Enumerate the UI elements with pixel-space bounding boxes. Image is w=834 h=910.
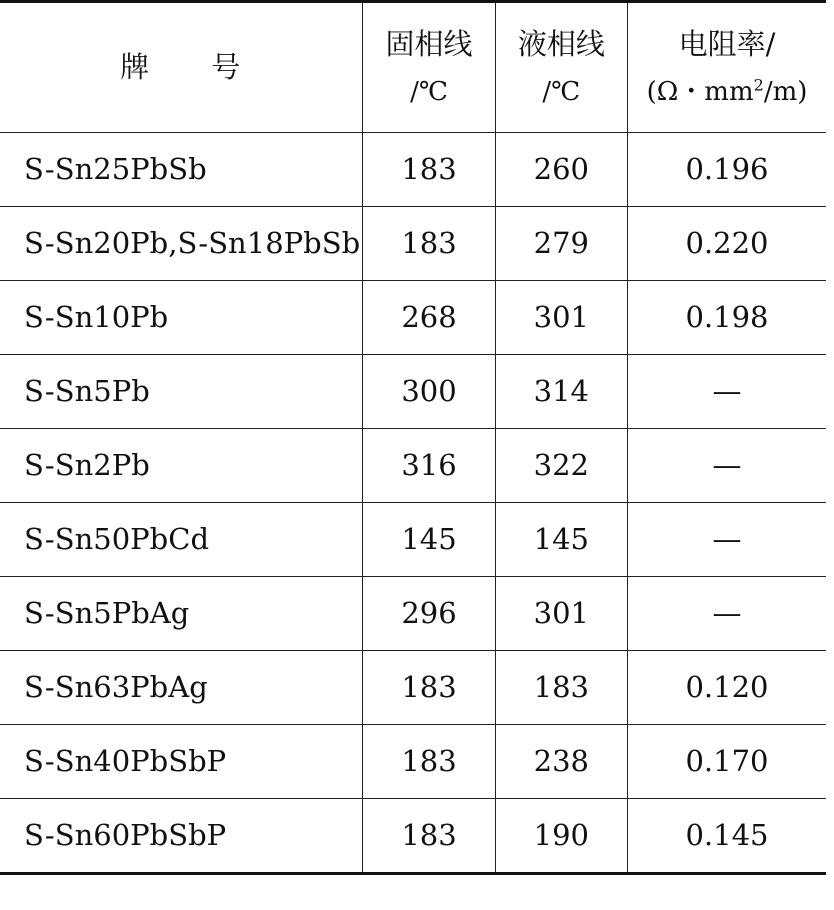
header-solidus-label: 固相线	[385, 27, 473, 61]
table-row	[0, 799, 826, 874]
cell-resistivity: 0.196	[628, 133, 827, 207]
cell-solidus: 300	[363, 355, 495, 429]
cell-solidus: 296	[363, 577, 495, 651]
cell-grade: S-Sn63PbAg	[0, 651, 363, 725]
cell-liquidus: 190	[495, 799, 627, 874]
cell-resistivity: 0.120	[628, 651, 827, 725]
header-solidus	[363, 2, 495, 133]
unit-pre: (Ω・mm	[646, 77, 754, 107]
header-grade-char-1: 牌	[120, 50, 152, 84]
table-header	[0, 2, 826, 133]
cell-solidus: 183	[363, 133, 495, 207]
header-solidus-unit: /℃	[410, 77, 448, 107]
header-row	[0, 2, 826, 133]
table-row	[0, 503, 826, 577]
table-row	[0, 281, 826, 355]
cell-solidus: 183	[363, 207, 495, 281]
table-row	[0, 429, 826, 503]
cell-solidus: 145	[363, 503, 495, 577]
cell-solidus: 316	[363, 429, 495, 503]
header-liquidus-label: 液相线	[517, 27, 605, 61]
header-resistivity-unit	[628, 75, 826, 107]
cell-grade: S-Sn50PbCd	[0, 503, 363, 577]
cell-grade: S-Sn40PbSbP	[0, 725, 363, 799]
cell-liquidus: 314	[495, 355, 627, 429]
cell-resistivity: 0.145	[628, 799, 827, 874]
cell-grade: S-Sn5PbAg	[0, 577, 363, 651]
cell-solidus: 268	[363, 281, 495, 355]
table-row	[0, 577, 826, 651]
cell-liquidus: 301	[495, 577, 627, 651]
cell-resistivity: 0.198	[628, 281, 827, 355]
cell-solidus: 183	[363, 725, 495, 799]
cell-solidus: 183	[363, 651, 495, 725]
header-grade	[0, 2, 363, 133]
cell-liquidus: 145	[495, 503, 627, 577]
cell-resistivity: 0.220	[628, 207, 827, 281]
cell-grade: S-Sn2Pb	[0, 429, 363, 503]
cell-liquidus: 301	[495, 281, 627, 355]
cell-liquidus: 183	[495, 651, 627, 725]
table-row	[0, 207, 826, 281]
cell-grade: S-Sn20Pb,S-Sn18PbSb	[0, 207, 363, 281]
cell-resistivity: —	[628, 429, 827, 503]
cell-grade: S-Sn25PbSb	[0, 133, 363, 207]
cell-grade: S-Sn10Pb	[0, 281, 363, 355]
cell-solidus: 183	[363, 799, 495, 874]
table-row	[0, 651, 826, 725]
table-row	[0, 725, 826, 799]
cell-grade: S-Sn5Pb	[0, 355, 363, 429]
header-grade-char-2: 号	[211, 50, 243, 84]
unit-superscript: 2	[753, 75, 764, 95]
cell-liquidus: 238	[495, 725, 627, 799]
table-row	[0, 355, 826, 429]
unit-post: /m)	[763, 77, 808, 107]
cell-resistivity: —	[628, 577, 827, 651]
table-body	[0, 133, 826, 874]
cell-liquidus: 279	[495, 207, 627, 281]
cell-liquidus: 322	[495, 429, 627, 503]
cell-liquidus: 260	[495, 133, 627, 207]
header-liquidus-unit: /℃	[542, 77, 581, 107]
cell-resistivity: —	[628, 503, 827, 577]
table-row	[0, 133, 826, 207]
header-resistivity	[628, 2, 827, 133]
header-resistivity-label: 电阻率/	[678, 27, 776, 61]
cell-resistivity: —	[628, 355, 827, 429]
cell-grade: S-Sn60PbSbP	[0, 799, 363, 874]
cell-resistivity: 0.170	[628, 725, 827, 799]
header-liquidus	[495, 2, 627, 133]
